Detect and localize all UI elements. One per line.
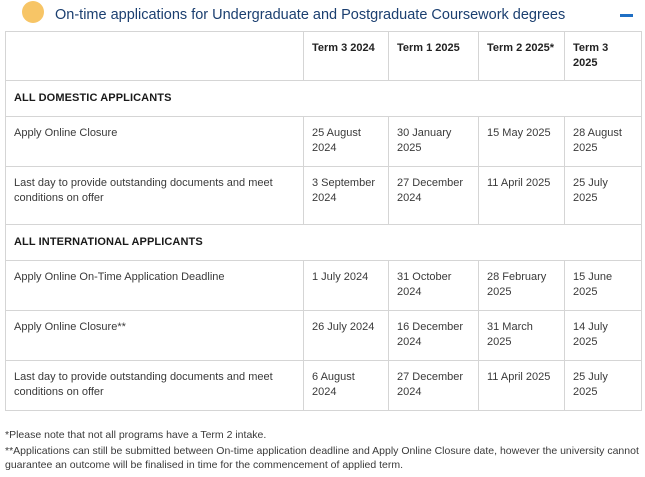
row-value: 26 July 2024	[304, 311, 389, 361]
key-dates-table	[5, 31, 642, 411]
table-row	[6, 117, 642, 167]
row-value: 15 June 2025	[565, 261, 642, 311]
row-value: 28 August 2025	[565, 117, 642, 167]
section-heading: ALL INTERNATIONAL APPLICANTS	[6, 225, 642, 261]
column-header-blank	[6, 32, 304, 81]
row-value: 25 August 2024	[304, 117, 389, 167]
footnotes	[5, 428, 641, 473]
column-header-term-2-2025: Term 2 2025*	[479, 32, 565, 81]
row-value: 25 July 2025	[565, 361, 642, 411]
row-value: 3 September 2024	[304, 167, 389, 225]
row-value: 11 April 2025	[479, 167, 565, 225]
footnote-double-asterisk: **Applications can still be submitted between On-time application deadline and Apply Online Closure date, however the university cannot guarantee an outcome will be finalised in time for the commencement of applied term.	[5, 444, 639, 471]
row-value: 30 January 2025	[389, 117, 479, 167]
section-header-row-international	[6, 225, 642, 261]
page-title: On-time applications for Undergraduate and Postgraduate Coursework degrees	[55, 7, 566, 23]
table-row	[6, 167, 642, 225]
minus-bar	[620, 14, 633, 17]
row-label: Last day to provide outstanding documents and meet conditions on offer	[6, 167, 304, 225]
row-value: 27 December 2024	[389, 361, 479, 411]
row-label: Last day to provide outstanding documents and meet conditions on offer	[6, 361, 304, 411]
row-value: 28 February 2025	[479, 261, 565, 311]
row-value: 6 August 2024	[304, 361, 389, 411]
row-label: Apply Online On-Time Application Deadline	[6, 261, 304, 311]
table-row	[6, 261, 642, 311]
section-header-row-domestic	[6, 81, 642, 117]
table-row	[6, 311, 642, 361]
row-value: 14 July 2025	[565, 311, 642, 361]
row-label: Apply Online Closure**	[6, 311, 304, 361]
row-value: 31 October 2024	[389, 261, 479, 311]
accordion-header[interactable]	[0, 0, 645, 30]
column-header-term-3-2025: Term 3 2025	[565, 32, 642, 81]
row-value: 11 April 2025	[479, 361, 565, 411]
bullet-circle-icon	[22, 1, 44, 23]
row-value: 15 May 2025	[479, 117, 565, 167]
column-header-term-3-2024: Term 3 2024	[304, 32, 389, 81]
column-header-term-1-2025: Term 1 2025	[389, 32, 479, 81]
row-value: 25 July 2025	[565, 167, 642, 225]
row-value: 1 July 2024	[304, 261, 389, 311]
schedule-table-container	[5, 31, 641, 411]
row-value: 27 December 2024	[389, 167, 479, 225]
table-row	[6, 361, 642, 411]
row-value: 16 December 2024	[389, 311, 479, 361]
row-label: Apply Online Closure	[6, 117, 304, 167]
row-value: 31 March 2025	[479, 311, 565, 361]
footnote-single-asterisk: *Please note that not all programs have a Term 2 intake.	[5, 429, 267, 441]
section-heading: ALL DOMESTIC APPLICANTS	[6, 81, 642, 117]
table-header-row	[6, 32, 642, 81]
minus-icon[interactable]	[617, 6, 635, 24]
